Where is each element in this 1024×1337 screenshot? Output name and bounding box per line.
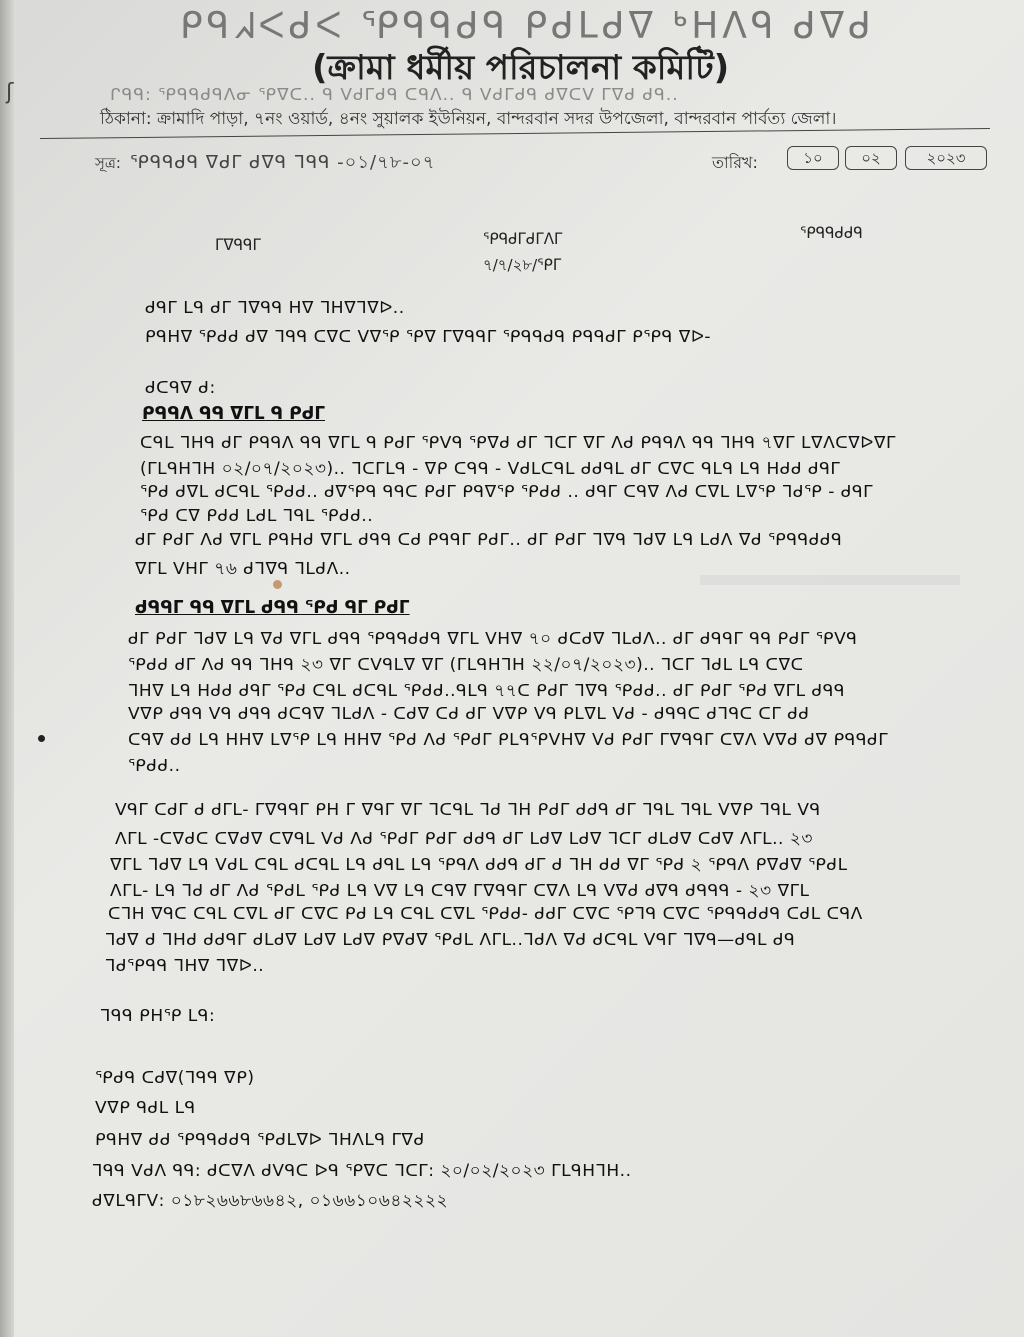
greeting-line-2: ᑭᑫᕼᐁ ᕿᑯᑯ ᑯᐁ ᒣᑫᑫ ᑕᐁᑕ ᐯᐁᕿ ᕿᐁ ᒥᐁᑫᑫᒥ ᕿᑫᑫᑯᑫ ᑭᑫᑫᑯᒥ ᑭᕿᑫ ᐁᐅ- bbox=[145, 327, 712, 347]
ink-dot bbox=[38, 735, 45, 742]
signatory-title: ᐯᐁᑭ ᑫᑯᒪ ᒪᑫ bbox=[95, 1098, 196, 1118]
section-3-line: ᒣᑯᕿᑫᑫ ᒣᕼᐁ ᒣᐁᐅ.. bbox=[105, 956, 265, 976]
date-label: তারিখ: bbox=[712, 153, 758, 172]
signatory-organization: ᑭᑫᕼᐁ ᑯᑯ ᕿᑫᑫᑯᑯᑫ ᕿᑯᒪᐁᐅ ᒣᕼᐱᒪᑫ ᒥᐁᑯ bbox=[95, 1130, 425, 1150]
subject-label: ᑯᑕᑫᐁ ᑯ: bbox=[145, 378, 216, 398]
section-2-line: ᑕᑫᐁ ᑯᑯ ᒪᑫ ᕼᕼᐁ ᒪᐁᕿ ᒪᑫ ᕼᕼᐁ ᕿᑯ ᐱᑯ ᕿᑯᒥ ᑭᒪᑫᕿᐯᕼᐁ ᐯᑯ ᑭᑯᒥ ᒥᐁᑫᑫᒥ ᑕᐁᐱ ᐯᐁᑯ ᑯᐁ ᑭᑫᑫᑯᒥ bbox=[128, 730, 889, 750]
section-3-line: ᐁᒥᒪ ᒣᑯᐁ ᒪᑫ ᐯᑯᒪ ᑕᑫᒪ ᑯᑕᑫᒪ ᒪᑫ ᑯᑫᒪ ᒪᑫ ᕿᑫᐱ ᑯᑯᑫ ᑯᒥ ᑯ ᒣᕼ ᑯᑯ ᐁᒥ ᕿᑯ ২ ᕿᑫᐱ ᑭᐁᑯᐁ ᕿᑯᒪ bbox=[110, 855, 848, 875]
section-2-heading: ᑯᑫᑫᒥ ᑫᑫ ᐁᒥᒪ ᑯᑫᑫ ᕿᑯ ᑫᒥ ᑭᑯᒥ bbox=[135, 598, 410, 618]
column-right-label: ᕿᑫᑫᑯᑯᑫ bbox=[800, 224, 863, 242]
org-name-script: ᑭᑫᖽᐸᑯᐸ ᕿᑫᑫᑯᑫ ᑭᑯᒪᑯᐁ ᒃᕼᐱᑫ ᑯᐁᑯ bbox=[180, 6, 875, 47]
page-fold-shadow bbox=[0, 0, 14, 1337]
reference-number: ᕿᑫᑫᑯᑫ ᐁᑯᒥ ᑯᐁᑫ ᒣᑫᑫ -০১/৭৮-০৭ bbox=[130, 152, 436, 173]
org-name-bengali: (ক্রামা ধর্মীয় পরিচালনা কমিটি) bbox=[312, 48, 730, 88]
section-1-line: ᑯᒥ ᑭᑯᒥ ᐱᑯ ᐁᒥᒪ ᑭᑫᕼᑯ ᐁᒥᒪ ᑯᑫᑫ ᑕᑯ ᑭᑫᑫᒥ ᑭᑯᒥ.. ᑯᒥ ᑭᑯᒥ ᒣᐁᑫ ᒣᑯᐁ ᒪᑫ ᒪᑯᐱ ᐁᑯ ᕿᑫᑫᑯᑯᑫ bbox=[135, 530, 843, 550]
reference-label: সূত্র: bbox=[95, 154, 121, 172]
column-left-label: ᒥᐁᑫᑫᒥ bbox=[215, 236, 261, 254]
paper-stain bbox=[273, 580, 282, 589]
section-1-line: ᑕᑫᒪ ᒣᕼᑫ ᑯᒥ ᑭᑫᑫᐱ ᑫᑫ ᐁᒥᒪ ᑫ ᑭᑯᒥ ᕿᐯᑫ ᕿᐁᑯ ᑯᒥ ᒣᑕᒥ ᐁᒥ ᐱᑯ ᑭᑫᑫᐱ ᑫᑫ ᒣᕼᑫ ৭ᐁᒥ ᒪᐁᐱᑕᐁᐅᐁᒥ bbox=[140, 433, 896, 453]
date-day: ১০ bbox=[787, 146, 839, 170]
section-1-line: ᕿᑯ ᑕᐁ ᑭᑯᑯ ᒪᑯᒪ ᒣᑫᒪ ᕿᑯᑯ.. bbox=[140, 506, 374, 526]
section-1-line: ᕿᑯ ᑯᐁᒪ ᑯᑕᑫᒪ ᕿᑯᑯ.. ᑯᐁᕿᑫ ᑫᑫᑕ ᑭᑯᒥ ᑭᑫᐁᕿ ᕿᑯᑯ .. ᑯᑫᒥ ᑕᑫᐁ ᐱᑯ ᑕᐁᒪ ᒪᐁᕿ ᒣᑯᕿ - ᑯᑫᒥ bbox=[140, 482, 874, 502]
edge-mark: ʃ bbox=[6, 80, 14, 105]
section-3-line: ᐱᒥᒪ- ᒪᑫ ᒣᑯ ᑯᒥ ᐱᑯ ᕿᑯᒪ ᕿᑯ ᒪᑫ ᐯᐁ ᒪᑫ ᑕᑫᐁ ᒥᐁᑫᑫᒥ ᑕᐁᐱ ᒪᑫ ᐯᐁᑯ ᑯᐁᑫ ᑯᑫᑫᑫ - ২৩ ᐁᒥᒪ bbox=[110, 881, 810, 901]
closing-label: ᒣᑫᑫ ᑭᕼᕿ ᒪᑫ: bbox=[100, 1006, 216, 1026]
section-3-line: ᑕᒣᕼ ᐁᑫᑕ ᑕᑫᒪ ᑕᐁᒪ ᑯᒥ ᑕᐁᑕ ᑭᑯ ᒪᑫ ᑕᑫᒪ ᑕᐁᒪ ᕿᑯᑯ- ᑯᑯᒥ ᑕᐁᑕ ᕿᒣᑫ ᑕᐁᑕ ᕿᑫᑫᑯᑯᑫ ᑕᑯᒪ ᑕᑫᐱ bbox=[108, 904, 863, 924]
greeting-line-1: ᑯᑫᒥ ᒪᑫ ᑯᒥ ᒣᐁᑫᑫ ᕼᐁ ᒣᕼᐁᒣᐁᐅ.. bbox=[145, 298, 405, 318]
section-3-line: ᐯᑫᒥ ᑕᑯᒥ ᑯ ᑯᒥᒪ- ᒥᐁᑫᑫᒥ ᑭᕼ ᒥ ᐁᑫᒥ ᐁᒥ ᒣᑕᑫᒪ ᒣᑯ ᒣᕼ ᑭᑯᒥ ᑯᑯᑫ ᑯᒥ ᒣᑫᒪ ᒣᑫᒪ ᐯᐁᑭ ᒣᑫᒪ ᐯᑫ bbox=[115, 800, 821, 820]
signatory-name: ᕿᑯᑫ ᑕᑯᐁ(ᒣᑫᑫ ᐁᑭ) bbox=[95, 1068, 255, 1088]
date-month: ০২ bbox=[845, 146, 897, 170]
header-address: ঠিকানা: ক্রামাদি পাড়া, ৭নং ওয়ার্ড, ৪নং সুয়ালক ইউনিয়ন, বান্দরবান সদর উপজেলা, বান্দরবান পার্বত্য জেলা। bbox=[100, 109, 837, 129]
section-2-line: ᕿᑯᑯ.. bbox=[128, 756, 181, 776]
section-2-line: ᒣᕼᐁ ᒪᑫ ᕼᑯᑯ ᑯᑫᒥ ᕿᑯ ᑕᑫᒪ ᑯᑕᑫᒪ ᕿᑯᑯ..ᑫᒪᑫ ৭৭ᑕ ᑭᑯᒥ ᒣᐁᑫ ᕿᑯᑯ.. ᑯᒥ ᑭᑯᒥ ᕿᑯ ᐁᒥᒪ ᑯᑫᑫ bbox=[128, 681, 846, 701]
section-1-line: ᐁᒥᒪ ᐯᕼᒥ ৭৬ ᑯᒣᐁᑫ ᒣᒪᑯᐱ.. bbox=[135, 559, 351, 579]
section-2-line: ᑯᒥ ᑭᑯᒥ ᒣᑯᐁ ᒪᑫ ᐁᑯ ᐁᒥᒪ ᑯᑫᑫ ᕿᑫᑫᑯᑯᑫ ᐁᒥᒪ ᐯᕼᐁ ৭০ ᑯᑕᑯᐁ ᒣᒪᑯᐱ.. ᑯᒥ ᑯᑫᑫᒥ ᑫᑫ ᑭᑯᒥ ᕿᐯᑫ bbox=[128, 629, 858, 649]
column-middle-date: ৭/৭/২৮/ᕿᒥ bbox=[483, 256, 562, 274]
contact-numbers: ᑯᐁᒪᑫᒥᐯ: ০১৮২৬৬৮৬৬৪২, ০১৬৬১০৬৪২২২২ bbox=[92, 1191, 449, 1211]
section-2-line: ᐯᐁᑭ ᑯᑫᑫ ᐯᑫ ᑯᑫᑫ ᑯᑕᑫᐁ ᒣᒪᑯᐱ - ᑕᑯᐁ ᑕᑯ ᑯᒥ ᐯᐁᑭ ᐯᑫ ᑭᒪᐁᒪ ᐯᑯ - ᑯᑫᑫᑕ ᑯᒣᑫᑕ ᑕᒥ ᑯᑯ bbox=[128, 704, 810, 724]
header-subtitle: ᒋᑫᑫ: ᕿᑫᑫᑯᑫᐱᓂ ᕿᐁᑕ.. ᑫ ᐯᑯᒥᑯᑫ ᑕᑫᐱ.. ᑫ ᐯᑯᒥᑯᑫ ᑯᐁᑕᐯ ᒥᐁᑯ ᑯᑫ.. bbox=[110, 85, 679, 105]
section-3-line: ᐱᒥᒪ -ᑕᐁᑯᑕ ᑕᐁᑯᐁ ᑕᐁᑫᒪ ᐯᑯ ᐱᑯ ᕿᑯᒥ ᑭᑯᒥ ᑯᑯᑫ ᑯᒥ ᒪᑯᐁ ᒪᑯᐁ ᒣᑕᒥ ᑯᒪᑯᐁ ᑕᑯᐁ ᐱᒥᒪ.. ২৩ bbox=[115, 829, 813, 849]
section-1-heading: ᑭᑫᑫᐱ ᑫᑫ ᐁᒥᒪ ᑫ ᑭᑯᒥ bbox=[142, 404, 326, 424]
date-year: ২০২৩ bbox=[905, 146, 987, 170]
signatory-details: ᒣᑫᑫ ᐯᑯᐱ ᑫᑫ: ᑯᑕᐁᐱ ᑯᐯᑫᑕ ᐅᑫ ᕿᐁᑕ ᒣᑕᒥ: ২০/০২/২০২৩ ᒥᒪᑫᕼᒣᕼ.. bbox=[92, 1161, 632, 1181]
column-middle-label: ᕿᑫᑯᒥᑯᒥᐱᒥ bbox=[483, 230, 563, 248]
section-2-line: ᕿᑯᑯ ᑯᒥ ᐱᑯ ᑫᑫ ᒣᕼᑫ ২৩ ᐁᒥ ᑕᐯᑫᒪᐁ ᐁᒥ (ᒥᒪᑫᕼᒣᕼ ২২/০৭/২০২৩).. ᒣᑕᒥ ᒣᑯᒪ ᒪᑫ ᑕᐁᑕ bbox=[128, 655, 804, 675]
section-3-line: ᒣᑯᐁ ᑯ ᒣᕼᑯ ᑯᑯᑫᒥ ᑯᒪᑯᐁ ᒪᑯᐁ ᒪᑯᐁ ᑭᐁᑯᐁ ᕿᑯᒪ ᐱᒥᒪ..ᒣᑯᐱ ᐁᑯ ᑯᑕᑫᒪ ᐯᑫᒥ ᒣᐁᑫ—ᑯᑫᒪ ᑯᑫ bbox=[105, 930, 796, 950]
faint-bleed-through bbox=[700, 575, 960, 585]
section-1-line: (ᒥᒪᑫᕼᒣᕼ ০২/০৭/২০২৩).. ᒣᑕᒥᒪᑫ - ᐁᑭ ᑕᑫᑫ - ᐯᑯᒪᑕᑫᒪ ᑯᑯᑫᒪ ᑯᒥ ᑕᐁᑕ ᑫᒪᑫ ᒪᑫ ᕼᑯᑯ ᑯᑫᒥ bbox=[140, 459, 841, 479]
